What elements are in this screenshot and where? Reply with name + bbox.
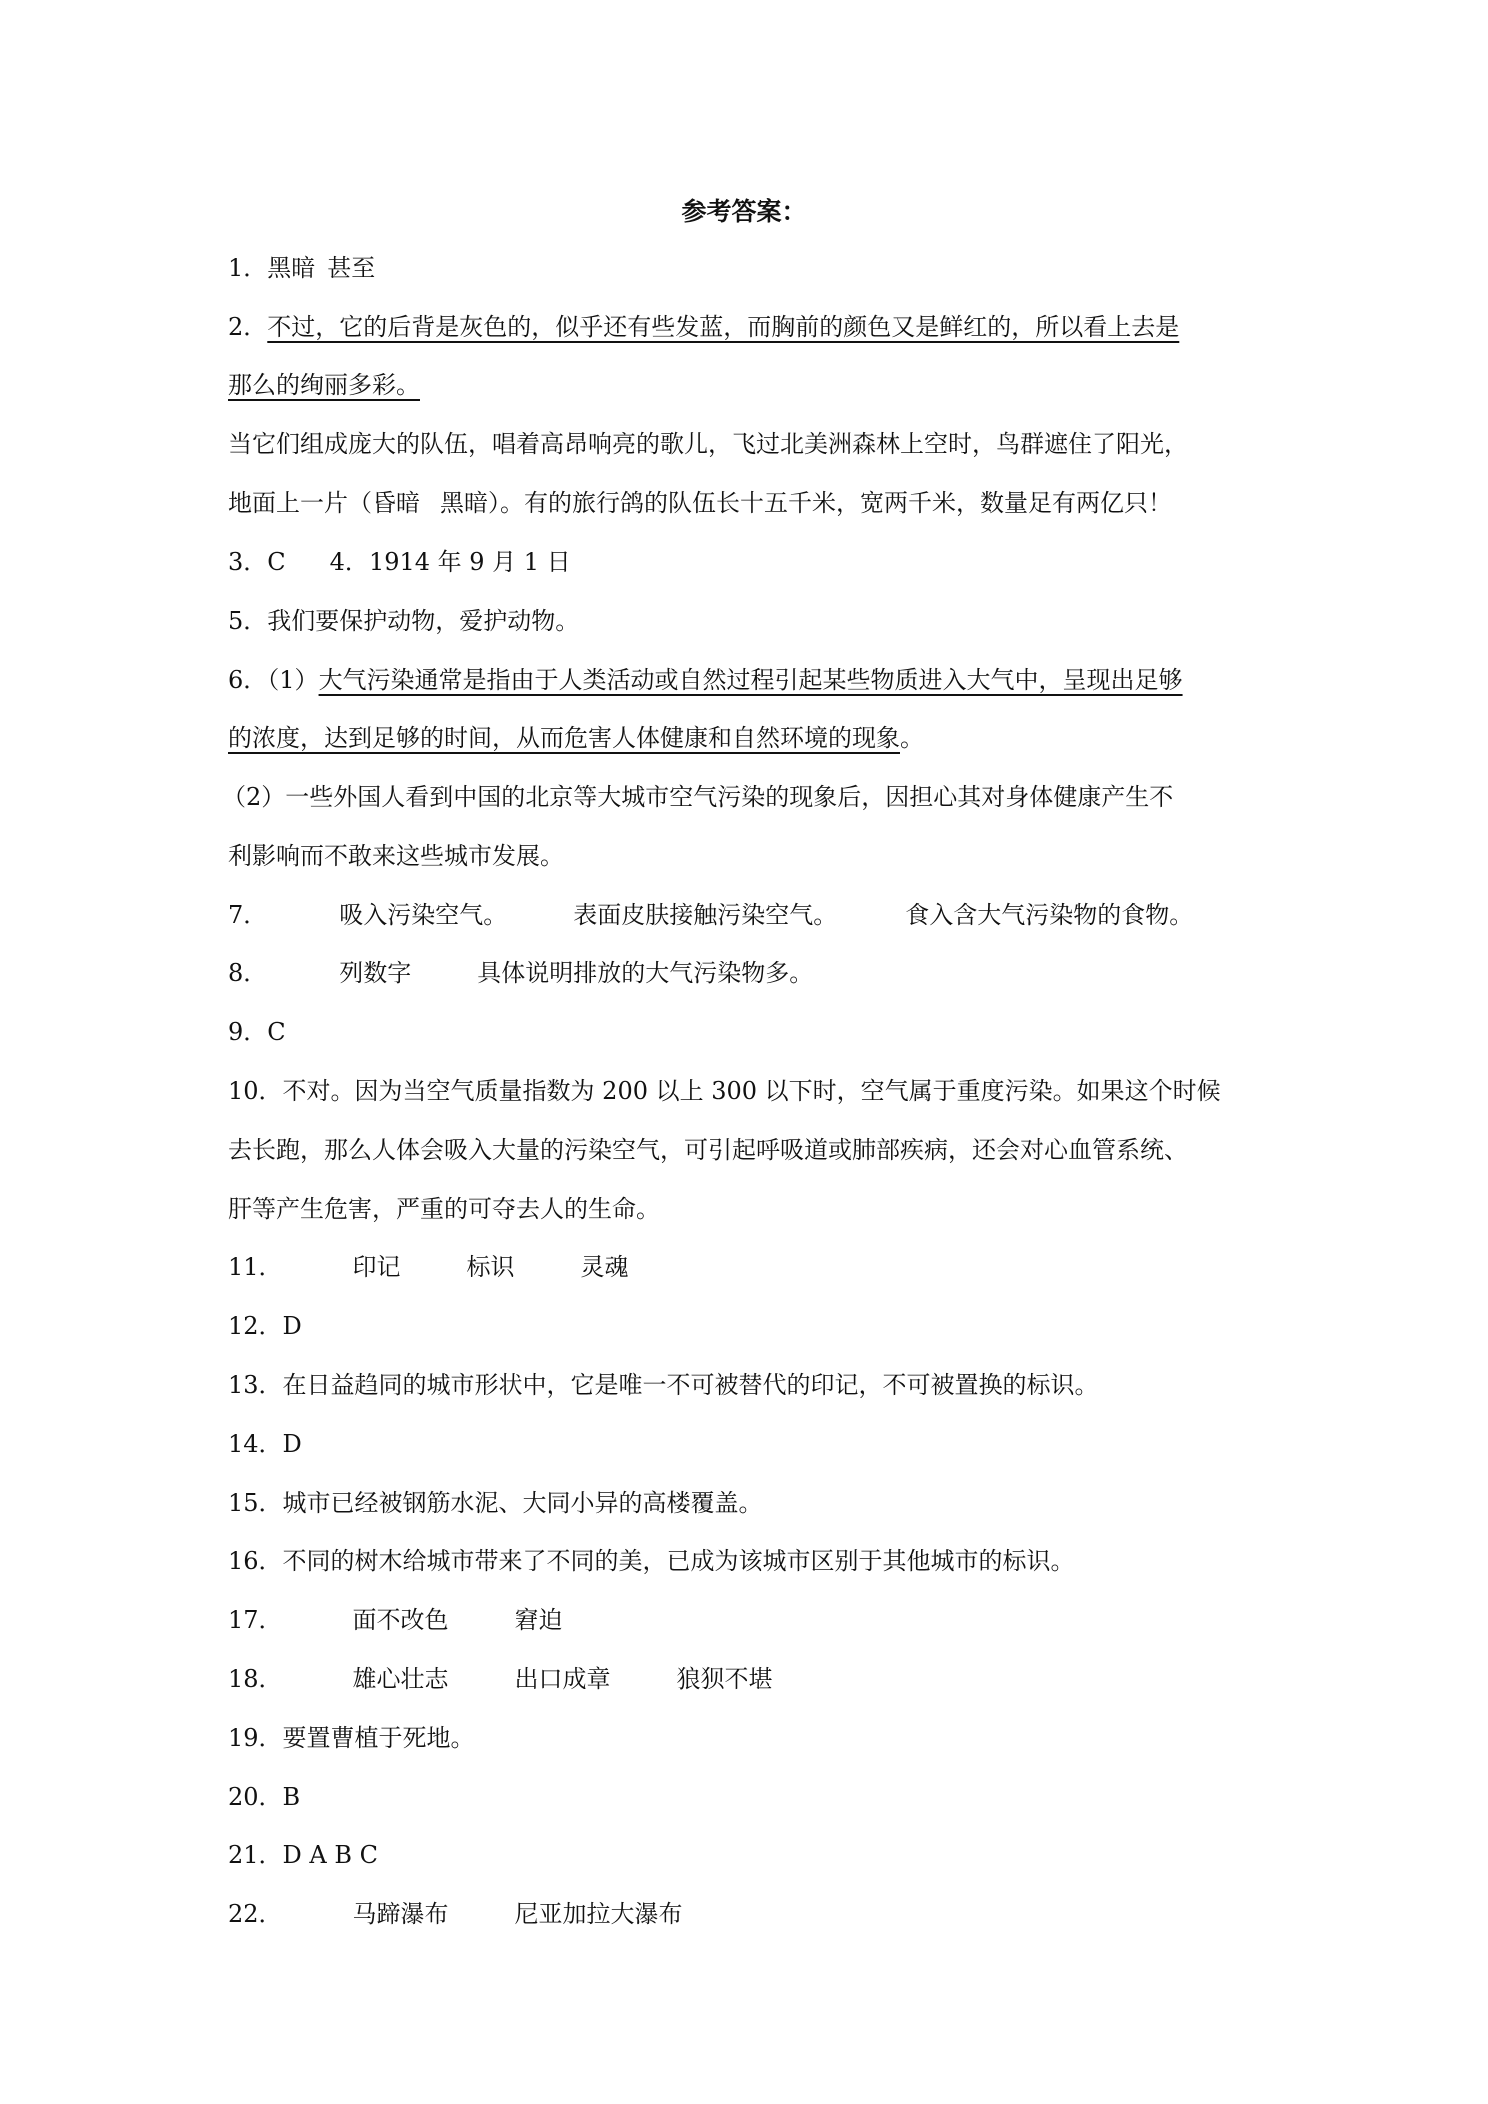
answer-number: 1． (228, 254, 268, 282)
underlined-sentence: 那么的绚丽多彩。 (228, 371, 420, 399)
answer-8 (228, 957, 813, 989)
answer-value: 要置曹植于死地。 (282, 1724, 475, 1752)
answer-14 (228, 1428, 302, 1460)
answer-6-part-1-line-2 (228, 722, 924, 754)
answer-2-line-2 (228, 369, 420, 401)
answer-word: 列数字 (339, 959, 412, 987)
answer-10-line-3: 肝等产生危害，严重的可夺去人的生命。 (228, 1195, 660, 1223)
answer-17 (228, 1604, 563, 1636)
answer-12 (228, 1310, 302, 1342)
answer-word: 食入含大气污染物的食物。 (905, 901, 1194, 929)
answer-10-line-2: 去长跑，那么人体会吸入大量的污染空气，可引起呼吸道或肺部疾病，还会对心血管系统、 (228, 1136, 1188, 1164)
answer-number: 9． (228, 1018, 268, 1046)
answer-number: 7． (228, 901, 268, 929)
answer-number: 14． (228, 1430, 283, 1458)
answer-number: 8． (228, 959, 268, 987)
answer-2-line-1 (228, 311, 1179, 343)
answer-6-part-2-line-2: 利影响而不敢来这些城市发展。 (228, 842, 564, 870)
answer-2-paragraph-line-1: 当它们组成庞大的队伍，唱着高昂响亮的歌儿，飞过北美洲森林上空时，鸟群遮住了阳光， (228, 430, 1188, 458)
answer-16 (228, 1545, 1075, 1577)
answer-19 (228, 1722, 475, 1754)
underlined-sentence: 的浓度，达到足够的时间，从而危害人体健康和自然环境的现象 (228, 724, 900, 752)
answer-22 (228, 1898, 683, 1930)
answer-value: B (282, 1783, 301, 1811)
underlined-sentence: 大气污染通常是指由于人类活动或自然过程引起某些物质进入大气中，呈现出足够 (318, 666, 1183, 694)
answer-number: 5． (228, 607, 268, 635)
part-label: （1） (267, 666, 319, 694)
answer-6-part-1-line-1 (228, 664, 1183, 696)
option-word: 黑暗 (440, 489, 488, 517)
answer-word: 标识 (466, 1253, 515, 1281)
answer-word: 出口成章 (514, 1665, 611, 1693)
answer-13 (228, 1369, 1099, 1401)
answer-value: C (267, 548, 286, 576)
answer-word: 马蹄瀑布 (352, 1900, 449, 1928)
answer-20 (228, 1781, 300, 1813)
answer-word: 黑暗 (267, 254, 316, 282)
answer-number: 20． (228, 1783, 283, 1811)
answer-number: 11． (228, 1253, 283, 1281)
answer-18 (228, 1663, 773, 1695)
answer-value: 在日益趋同的城市形状中，它是唯一不可被替代的印记，不可被置换的标识。 (282, 1371, 1099, 1399)
answer-3-4 (228, 546, 571, 578)
answer-value: 我们要保护动物，爱护动物。 (267, 607, 580, 635)
option-word: 昏暗 (372, 489, 420, 517)
answer-5 (228, 605, 579, 637)
answer-number: 15． (228, 1489, 283, 1517)
answer-word: 灵魂 (580, 1253, 629, 1281)
answer-6-part-2-line-1: （2）一些外国人看到中国的北京等大城市空气污染的现象后，因担心其对身体健康产生不 (222, 783, 1174, 811)
answer-value: D (282, 1312, 302, 1340)
answer-number: 18． (228, 1665, 283, 1693)
answer-word: 雄心壮志 (352, 1665, 449, 1693)
answer-number: 21． (228, 1841, 283, 1869)
answer-number: 17． (228, 1606, 283, 1634)
answer-number: 6． (228, 666, 268, 694)
answer-number: 22． (228, 1900, 283, 1928)
answer-11 (228, 1251, 629, 1283)
answer-value: 城市已经被钢筋水泥、大同小异的高楼覆盖。 (282, 1489, 763, 1517)
answer-word: 甚至 (327, 254, 376, 282)
answer-word: 印记 (352, 1253, 401, 1281)
answer-value: 1914 年 9 月 1 日 (368, 548, 571, 576)
answer-word: 具体说明排放的大气污染物多。 (477, 959, 814, 987)
answer-word: 吸入污染空气。 (339, 901, 508, 929)
punctuation: 。 (900, 724, 924, 752)
answer-15 (228, 1487, 763, 1519)
answer-number: 3． (228, 548, 268, 576)
answer-word: 面不改色 (352, 1606, 449, 1634)
answer-value: C (267, 1018, 286, 1046)
answer-number: 13． (228, 1371, 283, 1399)
answer-number: 19． (228, 1724, 283, 1752)
answer-9 (228, 1016, 286, 1048)
answer-value: D (282, 1430, 302, 1458)
answer-10-line-1 (228, 1075, 1221, 1107)
answer-word: 尼亚加拉大瀑布 (514, 1900, 683, 1928)
underlined-sentence: 不过，它的后背是灰色的，似乎还有些发蓝，而胸前的颜色又是鲜红的，所以看上去是 (267, 313, 1180, 341)
answer-number: 2． (228, 313, 268, 341)
answer-number: 16． (228, 1547, 283, 1575)
paragraph-text: 地面上一片（ (228, 489, 372, 517)
answer-value: 不同的树木给城市带来了不同的美，已成为该城市区别于其他城市的标识。 (282, 1547, 1075, 1575)
answer-word: 狼狈不堪 (676, 1665, 773, 1693)
answer-2-paragraph-line-2 (228, 487, 1172, 519)
page-title: 参考答案： (681, 197, 807, 226)
answer-number: 10． (228, 1077, 283, 1105)
answer-value: D A B C (282, 1841, 379, 1869)
paragraph-text: ）。有的旅行鸽的队伍长十五千米，宽两千米，数量足有两亿只！ (488, 489, 1172, 517)
answer-word: 窘迫 (514, 1606, 563, 1634)
answer-text: 不对。因为当空气质量指数为 200 以上 300 以下时，空气属于重度污染。如果这个时候 (282, 1077, 1221, 1105)
answer-7 (228, 899, 1193, 931)
answer-word: 表面皮肤接触污染空气。 (573, 901, 838, 929)
answer-number: 12． (228, 1312, 283, 1340)
answer-number: 4． (329, 548, 369, 576)
answer-21 (228, 1839, 378, 1871)
answer-1 (228, 252, 375, 284)
